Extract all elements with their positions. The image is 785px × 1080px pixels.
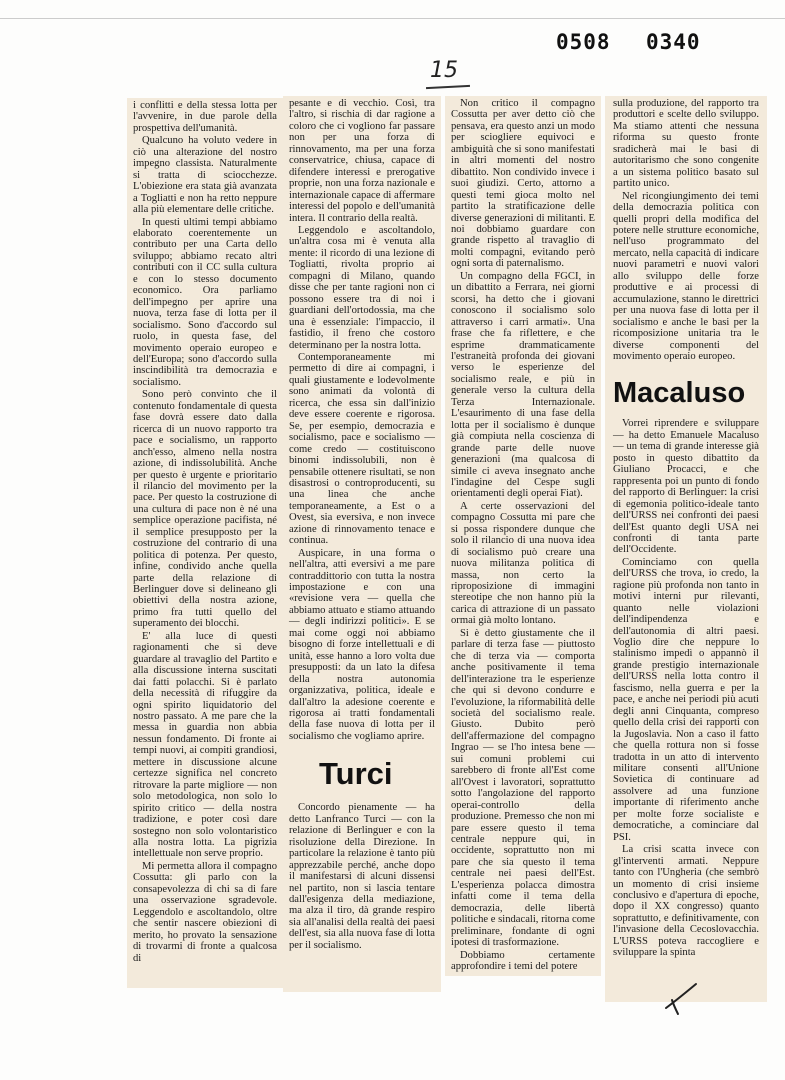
section-headline-macaluso: Macaluso	[613, 377, 746, 410]
clipping-column-3	[445, 96, 601, 976]
paragraph: Auspicare, in una forma o nell'altra, atti eversivi a me pare contraddittorio con tutta la nostra impostazione e con una «revisione vera — quella che abbiamo attuato e stiamo attuando — degli indirizzi politici». E se mai come oggi noi abbiamo bisogno di forze intellettuali e di unità, esse hanno a loro volta due presupposti: da un lato la difesa della nostra autonomia organizzativa, politica, ideale e dall'altro la adesione coerente e rigorosa ai tratti fondamentali della fase nuova di lotta per il socialismo che vogliamo aprire.	[289, 547, 435, 742]
clipping-column-1	[127, 98, 283, 988]
paragraph: Non critico il compagno Cossutta per aver detto ciò che pensava, era questo anzi un modo per sciogliere equivoci e ambiguità che si sono manifestati in altri momenti del nostro dibattito. Non condivido invece i suoi giudizi. Certo, attorno a questi temi gioca molto nel partito la stratificazione delle diverse generazioni di militanti. E noi dobbiamo guardare con grande rispetto al travaglio di molti compagni, evitando però ogni sorta di paternalismo.	[451, 98, 595, 270]
paragraph: Mi permetta allora il compagno Cossutta: gli parlo con la consapevolezza di chi sa di fare una osservazione sgradevole. Leggendolo e ascoltandolo, oltre che sentir nascere obiezioni di merito, ho provato la sensazione di trovarmi di fronte a qualcosa di	[133, 860, 277, 964]
archive-number-left: 0508	[556, 30, 611, 54]
paragraph: Dobbiamo certamente approfondire i temi del potere	[451, 949, 595, 972]
paragraph: pesante e di vecchio. Così, tra l'altro, si rischia di dar ragione a coloro che ci vogliono far passare non per una forza di rinnovamento, ma per una forza conservatrice, chiusa, capace di difendere interessi e prerogative proprie, non una forza nazionale e internazionale capace di affermare interessi del popolo e dell'umanità intera. Il contrario della realtà.	[289, 98, 435, 224]
paragraph: sulla produzione, del rapporto tra produttori e scelte dello sviluppo. Ma stiamo attenti che nessuna riforma su questo fronte sradicherà mai le basi di autoritarismo che sono congenite a un sistema politico basato sul partito unico.	[613, 98, 759, 190]
paragraph: Contemporaneamente mi permetto di dire ai compagni, i quali giustamente e lodevolmente sono animati da volontà di ricerca, che essa sin dall'inizio deve essere coerente e rigorosa. Se, per esempio, democrazia e socialismo, pace e socialismo — come credo — costituiscono binomi indissolubili, non è pensabile ottenere risultati, se non disastrosi o controproducenti, su una linea che anche temporaneamente, a Est o a Ovest, sia eversiva, e non invece azione di rinnovamento tenace e continua.	[289, 351, 435, 547]
section-headline-turci: Turci	[319, 756, 393, 792]
handwritten-page-number: 15	[430, 58, 458, 83]
paragraph: i conflitti e della stessa lotta per l'avvenire, in due parole della prospettiva dell'umanità.	[133, 100, 277, 134]
paragraph: Un compagno della FGCI, in un dibattito a Ferrara, nei giorni scorsi, ha detto che i giovani conoscono il socialismo solo attraverso i carri armati». Una frase che fa riflettere, e che esprime drammaticamente l'estraneità profonda dei giovani verso le esperienze del socialismo reale, e più in generale verso la cultura della Terza Internazionale. L'esaurimento di una fase della lotta per il socialismo è dunque già compiuta nella coscienza di grande parte delle nuove generazioni (ma qualcosa di simile ci aveva insegnato anche l'indagine del Cespe sugli orientamenti degli operai Fiat).	[451, 270, 595, 500]
paragraph: Cominciamo con quella dell'URSS che trova, io credo, la ragione più profonda non tanto in motivi interni pur rilevanti, quanto nelle violazioni dell'indipendenza e dell'autonomia di altri paesi. Voglio dire che neppure lo stalinismo impedì o appannò il grande prestigio internazionale dell'URSS nella lotta contro il fascismo, nella guerra e per la pace, e anche nei periodi più acuti degli anni Cinquanta, compreso quello della crisi dei rapporti con la Jugoslavia. Non a caso il fatto che quella rottura non si fosse tradotta in un atto di intervento militare consentì all'Unione Sovietica di continuare ad assolvere ad una funzione importante di riferimento anche per molte forze socialiste e democratiche, a cominciare dal PSI.	[613, 556, 759, 843]
paragraph: E' alla luce di questi ragionamenti che si deve guardare al travaglio del Partito e alla discussione interna suscitati dai fatti polacchi. Si è parlato della necessità di rifuggire da ogni spirito liquidatorio del nostro passato. A me pare che la messa in guardia non abbia nessun fondamento. Di fronte ai tempi nuovi, ai compiti grandiosi, mettere in discussione alcune certezze significa nel concreto ritrovare la parte migliore — non solo metodologica, non solo lo spirito critico — della nostra tradizione, e poter così dare sostegno non solo volontaristico alla nostra lotta. La pigrizia intellettuale non serve proprio.	[133, 630, 277, 860]
handwritten-underline	[426, 85, 470, 89]
paragraph: Leggendolo e ascoltandolo, un'altra cosa mi è venuta alla mente: il ricordo di una lezione di Togliatti, rivolta proprio ai compagni di Milano, quando disse che per tante ragioni non ci possono essere tra di noi i guardiani dell'ortodossia, ma che una è essenziale: l'impaccio, il fastidio, il freno che costoro determinano per la nostra lotta.	[289, 224, 435, 351]
archive-number-right: 0340	[646, 30, 701, 54]
paragraph: La crisi scatta invece con gl'interventi armati. Neppure tanto con l'Ungheria (che sembrò un momento di crisi insieme conclusivo e d'apertura di epoche, dopo il XX congresso) quanto soprattutto, e definitivamente, con l'invasione della Cecoslovacchia. L'URSS poteva raccogliere e sviluppare la spinta	[613, 844, 759, 959]
paragraph: In questi ultimi tempi abbiamo elaborato coerentemente un contributo per una Carta dello sviluppo; abbiamo recato altri contributi con il CC sulla cultura e con lo stesso documento economico. Ora parliamo dell'impegno per aprire una nuova, terza fase di lotta per il socialismo. Sono d'accordo sul ruolo, in questa fase, del movimento operaio europeo e dell'Europa; sono d'accordo sulla inscindibilità tra democrazia e socialismo.	[133, 216, 277, 388]
article-column-4	[613, 98, 759, 959]
paragraph: Vorrei riprendere e sviluppare — ha detto Emanuele Macaluso — un tema di grande interesse già posto in questo dibattito da Giuliano Procacci, e che rappresenta poi un punto di fondo del rapporto di Berlinguer: la crisi di egemonia politico-ideale tanto dell'URSS nei confronti dei paesi dell'Est quanto degli USA nei confronti di tanta parte dell'Occidente.	[613, 418, 759, 556]
article-column-2	[289, 98, 435, 951]
scan-edge	[0, 18, 785, 19]
paragraph: Nel ricongiungimento dei temi della democrazia politica con quelli propri della modifica del potere nelle strutture economiche, nell'uso programmato del mercato, nella capacità di indicare nuovi parametri e nuovi valori allo sviluppo delle forze produttive e ai processi di accumulazione, stanno le direttrici per una nuova fase di lotta per il socialismo e anche le basi per la ricomposizione unitaria tra le diverse componenti del movimento operaio europeo.	[613, 190, 759, 362]
article-column-1	[133, 100, 277, 964]
article-column-3	[451, 98, 595, 972]
handwritten-mark-icon	[662, 978, 702, 1018]
paragraph: Qualcuno ha voluto vedere in ciò una alterazione del nostro impegno classista. Naturalmente si tratta di sciocchezze. L'obiezione era stata già avanzata a Togliatti e non ha retto neppure alla più elementare delle critiche.	[133, 135, 277, 216]
clipping-column-4	[605, 96, 767, 1002]
paragraph: Concordo pienamente — ha detto Lanfranco Turci — con la relazione di Berlinguer e con la risoluzione della Direzione. In particolare la relazione è tanto più apprezzabile perché, anche dopo il manifestarsi di alcuni dissensi nel partito, non si lascia tentare dall'esigenza della mediazione, ma alza il tiro, dà grande respiro sia all'analisi della realtà dei paesi dell'est, sia alla nuova fase di lotta per il socialismo.	[289, 802, 435, 951]
paragraph: A certe osservazioni del compagno Cossutta mi pare che si possa rispondere dunque che solo il rilancio di una nuova idea di socialismo può creare una nuova militanza politica di massa, non certo la riproposizione di immagini stereotipe che non hanno più la carica di attrazione di un passato ormai già molto lontano.	[451, 500, 595, 627]
paragraph: Si è detto giustamente che il parlare di terza fase — piuttosto che di terza via — comporta anche positivamente il tema dell'interazione tra le esperienze che qui si devono condurre e l'evoluzione, la riformabilità delle società del socialismo reale. Giusto. Dubito però dell'affermazione del compagno Ingrao — se l'ho intesa bene — sui comuni problemi cui sarebbero di fronte all'Est come all'Ovest i lavoratori, soprattutto sotto l'angolazione del rapporto operai-controllo della produzione. Premesso che non mi pare essere questo il tema centrale neppure qui, in occidente, soprattutto non mi pare che sia questo il tema centrale nei paesi dell'Est. L'esperienza polacca dimostra infatti come il tema della democrazia, delle libertà politiche e sindacali, ritorna come preliminare, fondante di ogni ipotesi di trasformazione.	[451, 627, 595, 949]
paragraph: Sono però convinto che il contenuto fondamentale di questa fase dovrà essere dato dalla ricerca di un nuovo rapporto tra pace e socialismo, un rapporto anch'esso, almeno nella nostra azione, di indissolubilità. Anche per questo è urgente e prioritario il rilancio del movimento per la pace. Per questo la costruzione di una cultura di pace non è né una semplice operazione pacifista, né il semplice presupposto per la costruzione del contrario di una politica di potenza. Per questo, infine, condivido anche quella parte della relazione di Berlinguer dove si delineano gli obiettivi della nostra azione, primo fra tutti quello del superamento dei blocchi.	[133, 389, 277, 630]
clipping-column-2	[283, 96, 441, 992]
